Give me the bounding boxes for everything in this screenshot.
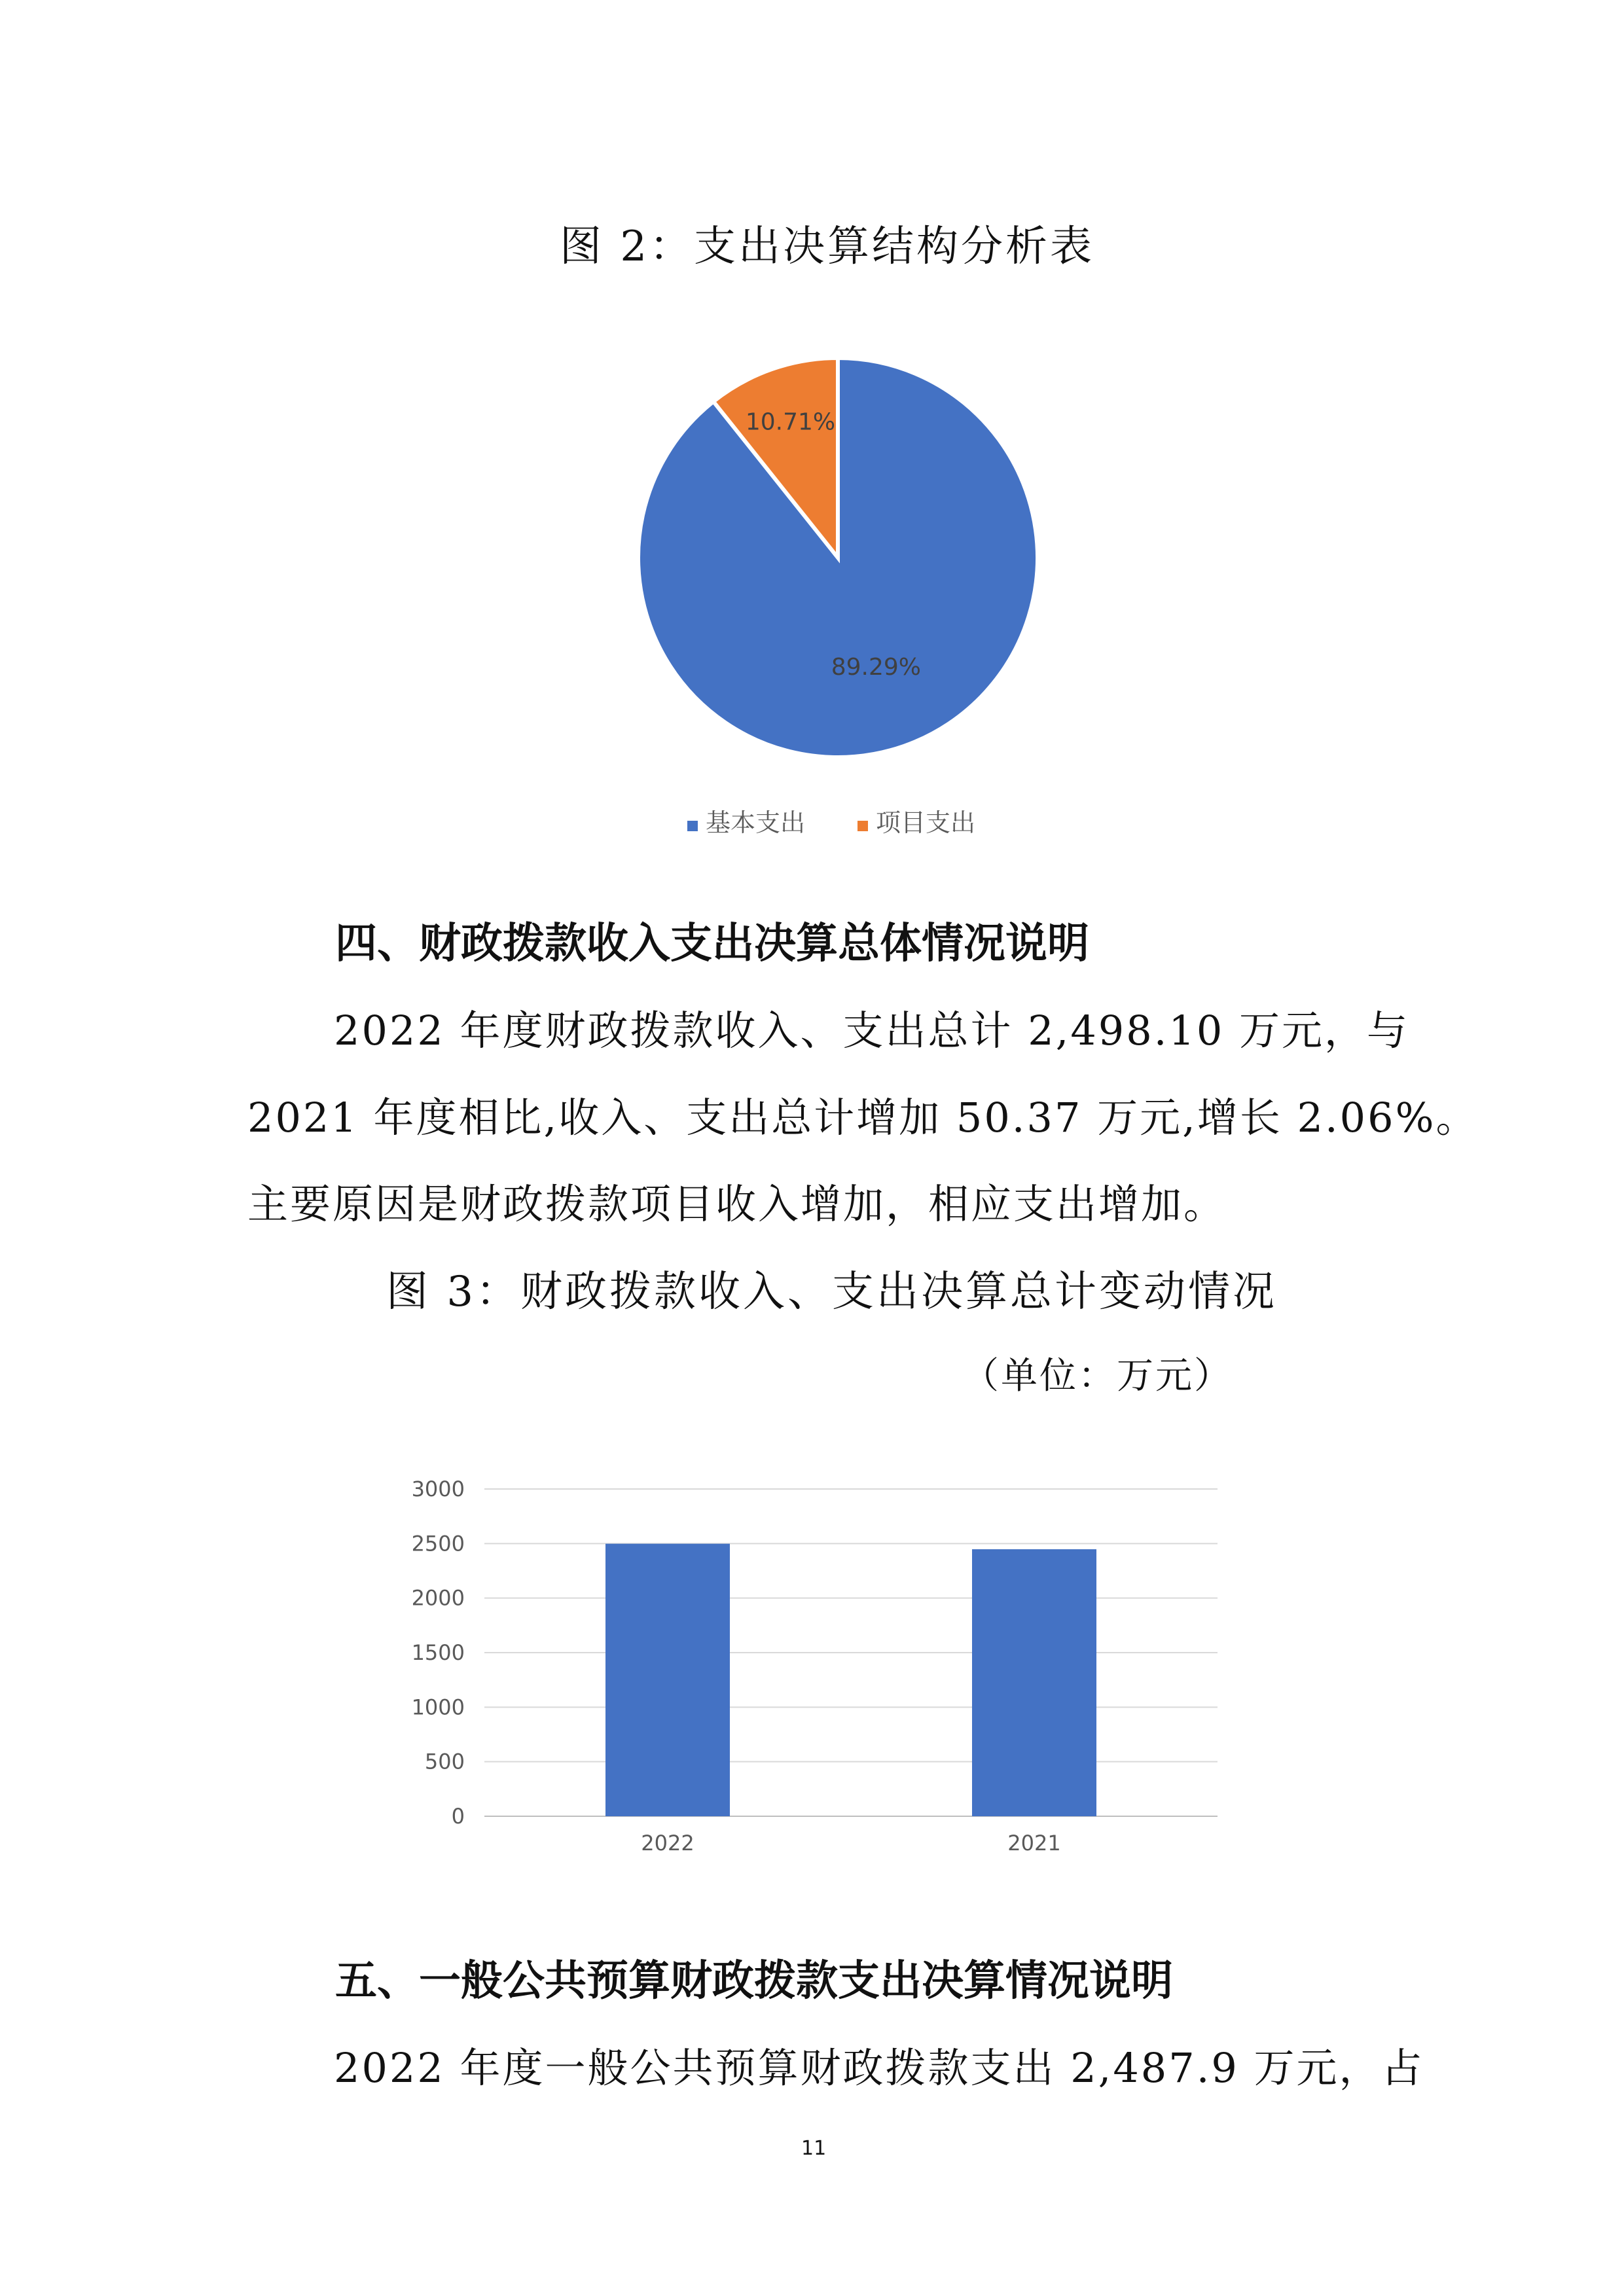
legend-label-2: 项目支出 [876,808,976,837]
section-4-line-2: 2021 年度相比,收入、支出总计增加 50.37 万元,增长 2.06%。 [247,1094,1479,1141]
figure-2-title: 图 2：支出决算结构分析表 [560,223,1095,271]
page-number: 11 [801,2137,827,2160]
pie-data-label-2: 10.71% [745,408,836,436]
y-tick-label: 3000 [411,1477,465,1501]
y-tick-label: 1000 [411,1695,465,1720]
x-category-label: 2022 [641,1831,695,1856]
y-tick-label: 2500 [411,1531,465,1556]
section-5-heading: 五、一般公共预算财政拨款支出决算情况说明 [335,1957,1173,2005]
figure-3-title: 图 3：财政拨款收入、支出决算总计变动情况 [386,1268,1278,1316]
bar-2021 [972,1549,1096,1816]
figure-3-unit: （单位：万元） [962,1355,1233,1397]
x-category-label: 2021 [1007,1831,1061,1856]
section-4-heading: 四、财政拨款收入支出决算总体情况说明 [335,920,1089,968]
legend-swatch-1 [687,821,698,831]
section-5-line-1: 2022 年度一般公共预算财政拨款支出 2,487.9 万元，占 [334,2044,1424,2092]
y-tick-label: 0 [451,1804,465,1829]
y-tick-label: 2000 [411,1585,465,1611]
legend-label-1: 基本支出 [706,808,806,837]
legend-swatch-2 [857,821,868,831]
section-4-line-3: 主要原因是财政拨款项目收入增加，相应支出增加。 [247,1180,1227,1228]
y-tick-label: 1500 [411,1640,465,1665]
section-4-line-1: 2022 年度财政拨款收入、支出总计 2,498.10 万元，与 [334,1007,1410,1054]
pie-data-label-1: 89.29% [831,653,922,681]
pie-chart [589,353,1087,864]
bar-2022 [605,1544,730,1816]
bar-chart [393,1453,1244,1872]
y-tick-label: 500 [424,1749,465,1774]
